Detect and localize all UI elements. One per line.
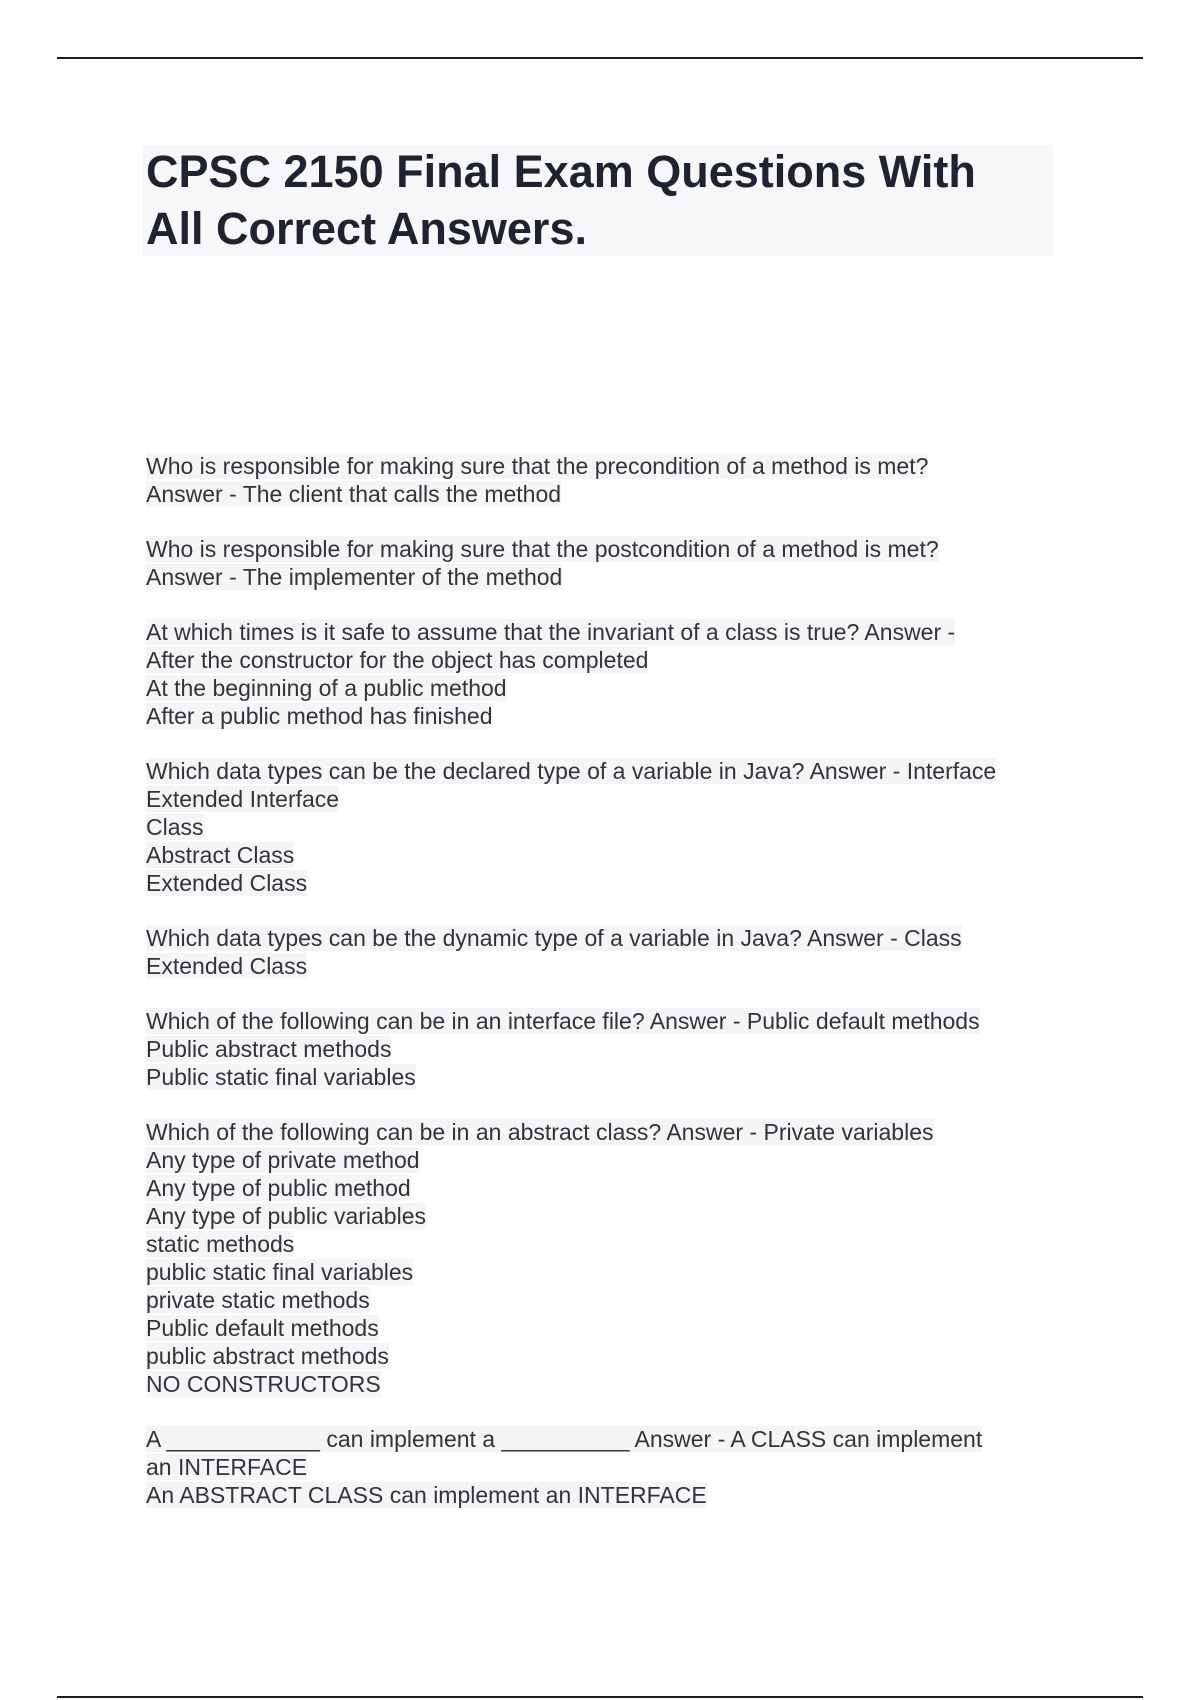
bottom-rule [57, 1696, 1143, 1698]
answer-line: Public static final variables [146, 1064, 416, 1090]
question-line: At which times is it safe to assume that the invariant of a class is true? Answer - [146, 619, 956, 645]
question-line: Which of the following can be in an interface file? Answer - Public default methods [146, 1008, 980, 1034]
top-rule [57, 57, 1143, 59]
qa-list [146, 452, 1066, 1536]
question-line: Which data types can be the dynamic type of a variable in Java? Answer - Class [146, 925, 962, 951]
answer-line: An ABSTRACT CLASS can implement an INTERFACE [146, 1482, 707, 1508]
answer-line: Extended Class [146, 953, 308, 979]
answer-line: Any type of public variables [146, 1203, 426, 1229]
title-line: CPSC 2150 Final Exam Questions With [146, 146, 976, 197]
answer-line: Answer - The client that calls the method [146, 481, 562, 507]
qa-item-interface-file [146, 1007, 1066, 1091]
qa-item-declared-type [146, 757, 1066, 897]
question-line: Which of the following can be in an abstract class? Answer - Private variables [146, 1119, 934, 1145]
answer-line: public abstract methods [146, 1343, 389, 1369]
answer-line: Extended Class [146, 870, 308, 896]
answer-line: Extended Interface [146, 786, 340, 812]
title-line: All Correct Answers. [146, 203, 587, 254]
document-title [146, 143, 1046, 257]
answer-line: After the constructor for the object has completed [146, 647, 649, 673]
answer-line: Abstract Class [146, 842, 295, 868]
answer-line: Class [146, 814, 204, 840]
question-line: A ____________ can implement a __________ Answer - A CLASS can implement [146, 1426, 983, 1452]
answer-line: Public default methods [146, 1315, 379, 1341]
qa-item-postcondition [146, 535, 1066, 591]
qa-item-abstract-class [146, 1118, 1066, 1398]
qa-item-precondition [146, 452, 1066, 508]
qa-item-implement [146, 1425, 1066, 1509]
qa-item-invariant [146, 618, 1066, 730]
question-line: Which data types can be the declared type of a variable in Java? Answer - Interface [146, 758, 997, 784]
answer-line: private static methods [146, 1287, 370, 1313]
answer-line: public static final variables [146, 1259, 414, 1285]
qa-item-dynamic-type [146, 924, 1066, 980]
question-line: Who is responsible for making sure that the precondition of a method is met? [146, 453, 929, 479]
answer-line: an INTERFACE [146, 1454, 308, 1480]
answer-line: Any type of public method [146, 1175, 411, 1201]
answer-line: Any type of private method [146, 1147, 420, 1173]
answer-line: Answer - The implementer of the method [146, 564, 563, 590]
question-line: Who is responsible for making sure that the postcondition of a method is met? [146, 536, 939, 562]
answer-line: Public abstract methods [146, 1036, 392, 1062]
answer-line: At the beginning of a public method [146, 675, 507, 701]
answer-line: static methods [146, 1231, 295, 1257]
answer-line: NO CONSTRUCTORS [146, 1371, 381, 1397]
answer-line: After a public method has finished [146, 703, 493, 729]
